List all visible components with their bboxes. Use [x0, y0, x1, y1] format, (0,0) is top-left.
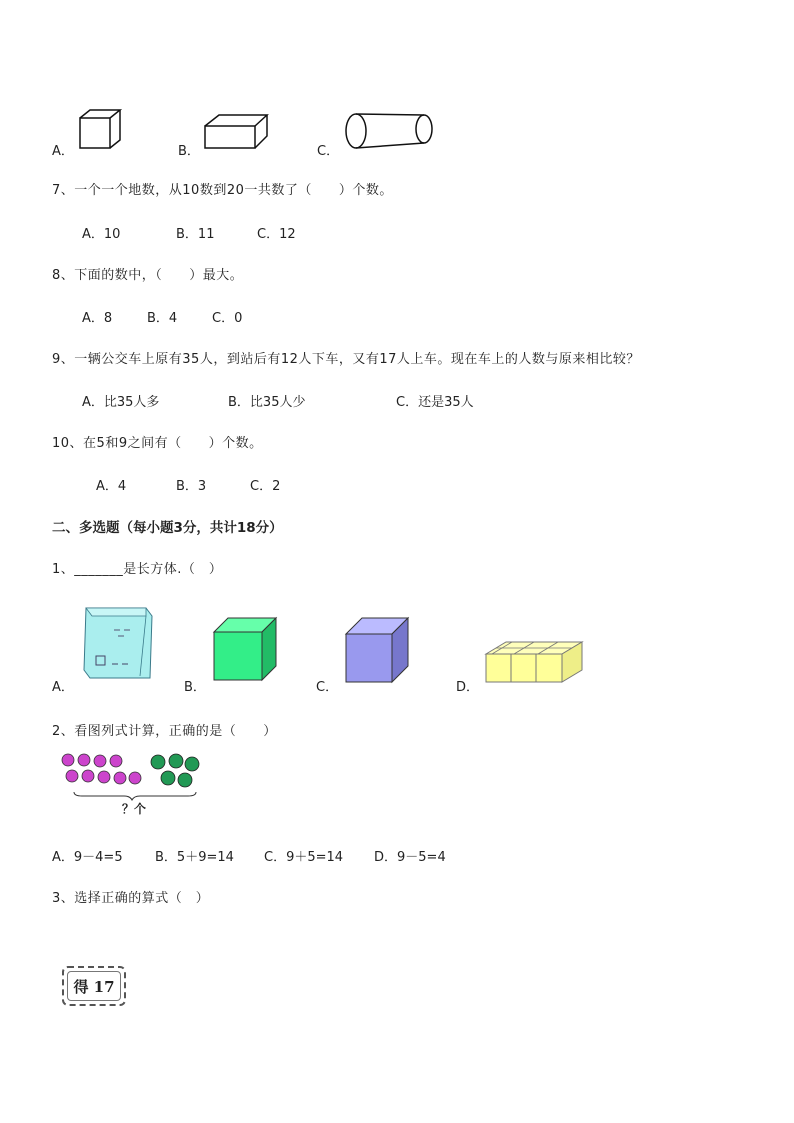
question-10-text: 10、在5和9之间有（ ）个数。	[52, 436, 263, 451]
q9-option-c[interactable]: C．还是35人	[396, 395, 474, 410]
score-label: 得 17	[73, 977, 115, 996]
multi-question-2-text: 2、看图列式计算，正确的是（ ）	[52, 724, 277, 739]
mq1-option-b-label[interactable]: B．	[184, 680, 206, 695]
multi-question-3-text: 3、选择正确的算式（ ）	[52, 891, 210, 906]
multi-question-1-text: 1、_______是长方体.（ ）	[52, 562, 223, 577]
green-ball-icon	[151, 754, 199, 787]
flat-box-outline-icon	[203, 112, 273, 152]
q10-option-a[interactable]: A．4	[96, 479, 127, 494]
purple-ball-icon	[62, 754, 141, 784]
q8-option-c[interactable]: C．0	[212, 311, 243, 326]
yellow-box-grid-icon	[484, 640, 586, 686]
shape-option-c-label: C．	[317, 144, 340, 159]
mq2-option-d[interactable]: D．9－5=4	[374, 850, 446, 865]
brace-label: ？个	[122, 802, 147, 816]
shape-option-a-label: A．	[52, 144, 74, 159]
question-9-text: 9、一辆公交车上原有35人，到站后有12人下车，又有17人上车。现在车上的人数与原来相比较？	[52, 352, 640, 367]
book-shape-icon	[80, 606, 154, 682]
small-cube-outline-icon	[78, 108, 126, 152]
mq2-option-b[interactable]: B．5＋9=14	[155, 850, 234, 865]
cylinder-outline-icon	[344, 112, 436, 152]
question-7-text: 7、一个一个地数，从10数到20一共数了（ ）个数。	[52, 183, 393, 198]
mq1-option-c-label[interactable]: C．	[316, 680, 339, 695]
q7-option-a[interactable]: A．10	[82, 227, 121, 242]
q10-option-c[interactable]: C．2	[250, 479, 281, 494]
q8-option-b[interactable]: B．4	[147, 311, 178, 326]
q8-option-a[interactable]: A．8	[82, 311, 113, 326]
ball-group-illustration	[58, 752, 208, 804]
green-cube-icon	[210, 614, 280, 684]
mq1-option-d-label[interactable]: D．	[456, 680, 480, 695]
mq2-option-a[interactable]: A．9－4=5	[52, 850, 123, 865]
q9-option-b[interactable]: B．比35人少	[228, 395, 306, 410]
q9-option-a[interactable]: A．比35人多	[82, 395, 160, 410]
q10-option-b[interactable]: B．3	[176, 479, 207, 494]
q7-option-b[interactable]: B．11	[176, 227, 215, 242]
section-2-heading: 二、多选题（每小题3分，共计18分）	[52, 520, 283, 536]
purple-cube-icon	[342, 614, 412, 684]
q7-option-c[interactable]: C．12	[257, 227, 296, 242]
mq1-option-a-label[interactable]: A．	[52, 680, 74, 695]
score-box	[62, 966, 126, 1006]
shape-option-b-label: B．	[178, 144, 200, 159]
question-8-text: 8、下面的数中，（ ）最大。	[52, 268, 244, 283]
mq2-option-c[interactable]: C．9＋5=14	[264, 850, 344, 865]
